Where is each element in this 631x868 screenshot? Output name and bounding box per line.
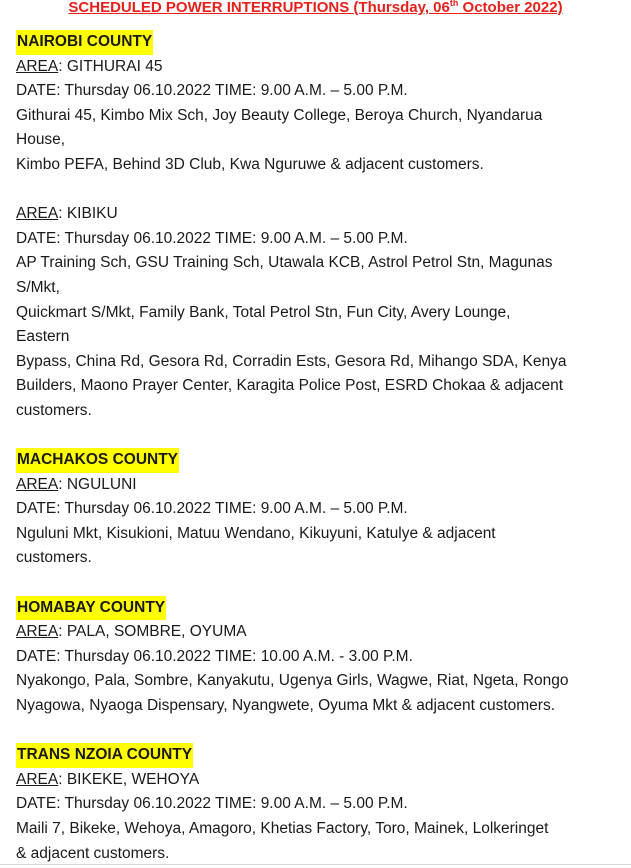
area-separator: : (58, 475, 67, 493)
county-section (16, 448, 616, 571)
affected-locations-line: Nguluni Mkt, Kisukioni, Matuu Wendano, Kikuyuni, Katulye & adjacent (16, 524, 496, 542)
area-name: KIBIKU (66, 205, 118, 223)
affected-locations-line: Githurai 45, Kimbo Mix Sch, Joy Beauty College, Beroya Church, Nyandarua (16, 106, 543, 124)
area-line (16, 202, 616, 227)
date-time-value: Thursday 06.10.2022 TIME: 10.00 A.M. - 3.00 P.M. (64, 647, 413, 665)
date-time-value: Thursday 06.10.2022 TIME: 9.00 A.M. – 5.00 P.M. (64, 229, 408, 247)
date-time-line (16, 227, 616, 252)
date-time-value: Thursday 06.10.2022 TIME: 9.00 A.M. – 5.00 P.M. (64, 82, 408, 100)
county-section (16, 596, 616, 719)
area-separator: : (58, 205, 67, 223)
affected-locations-line: & adjacent customers. (16, 844, 170, 862)
county-heading-row (16, 596, 616, 621)
affected-locations-line: customers. (16, 549, 92, 567)
date-label: DATE: (16, 647, 65, 665)
affected-locations-line: S/Mkt, (16, 278, 60, 296)
date-time-line (16, 497, 616, 522)
date-label: DATE: (16, 795, 65, 813)
date-time-line (16, 79, 616, 104)
affected-locations-line: Builders, Maono Prayer Center, Karagita Police Post, ESRD Chokaa & adjacent (16, 377, 564, 395)
area-label: AREA (16, 57, 59, 75)
affected-locations-line: Bypass, China Rd, Gesora Rd, Corradin Ests, Gesora Rd, Mihango SDA, Kenya (16, 352, 567, 370)
area-label: AREA (16, 475, 59, 493)
date-time-value: Thursday 06.10.2022 TIME: 9.00 A.M. – 5.00 P.M. (64, 500, 408, 518)
affected-locations-line: Quickmart S/Mkt, Family Bank, Total Petrol Stn, Fun City, Avery Lounge, (16, 303, 511, 321)
area-label: AREA (16, 623, 59, 641)
affected-locations-line: Kimbo PEFA, Behind 3D Club, Kwa Nguruwe & adjacent customers. (16, 155, 484, 173)
affected-locations-line: AP Training Sch, GSU Training Sch, Utawala KCB, Astrol Petrol Stn, Magunas (16, 254, 553, 272)
area-line (16, 55, 616, 80)
date-label: DATE: (16, 82, 65, 100)
page-bottom-divider (0, 864, 631, 865)
title-prefix: SCHEDULED POWER INTERRUPTIONS (Thursday, 06 (68, 0, 450, 16)
county-heading-row (16, 743, 616, 768)
county-section (16, 743, 616, 866)
date-label: DATE: (16, 229, 65, 247)
title-suffix: October 2022) (458, 0, 563, 16)
affected-locations-line: House, (16, 131, 66, 149)
area-label: AREA (16, 770, 59, 788)
area-label: AREA (16, 205, 59, 223)
affected-locations-line: customers. (16, 401, 92, 419)
affected-locations-line: Eastern (16, 328, 70, 346)
date-label: DATE: (16, 500, 65, 518)
area-line (16, 620, 616, 645)
area-name: NGULUNI (66, 475, 137, 493)
date-time-line (16, 645, 616, 670)
affected-locations-line: Nyakongo, Pala, Sombre, Kanyakutu, Ugenya Girls, Wagwe, Riat, Ngeta, Rongo (16, 672, 569, 690)
area-separator: : (58, 770, 67, 788)
county-section (16, 30, 616, 424)
area-line (16, 473, 616, 498)
date-time-value: Thursday 06.10.2022 TIME: 9.00 A.M. – 5.00 P.M. (64, 795, 408, 813)
area-name: BIKEKE, WEHOYA (66, 770, 200, 788)
area-separator: : (58, 57, 67, 75)
county-heading: MACHAKOS COUNTY (16, 448, 179, 473)
area-separator: : (58, 623, 67, 641)
date-time-line (16, 792, 616, 817)
title-superscript: th (449, 0, 459, 8)
county-heading: NAIROBI COUNTY (16, 30, 153, 55)
document-title (0, 0, 631, 16)
area-name: PALA, SOMBRE, OYUMA (66, 623, 247, 641)
document-body (16, 30, 616, 866)
affected-locations-line: Nyagowa, Nyaoga Dispensary, Nyangwete, Oyuma Mkt & adjacent customers. (16, 697, 556, 715)
county-heading: HOMABAY COUNTY (16, 596, 166, 621)
area-spacer (16, 178, 616, 203)
affected-locations-line: Maili 7, Bikeke, Wehoya, Amagoro, Khetias Factory, Toro, Mainek, Lolkeringet (16, 820, 549, 837)
area-name: GITHURAI 45 (66, 57, 163, 75)
county-heading-row (16, 30, 616, 55)
county-heading-row (16, 448, 616, 473)
area-line (16, 768, 616, 793)
county-heading: TRANS NZOIA COUNTY (16, 743, 193, 768)
